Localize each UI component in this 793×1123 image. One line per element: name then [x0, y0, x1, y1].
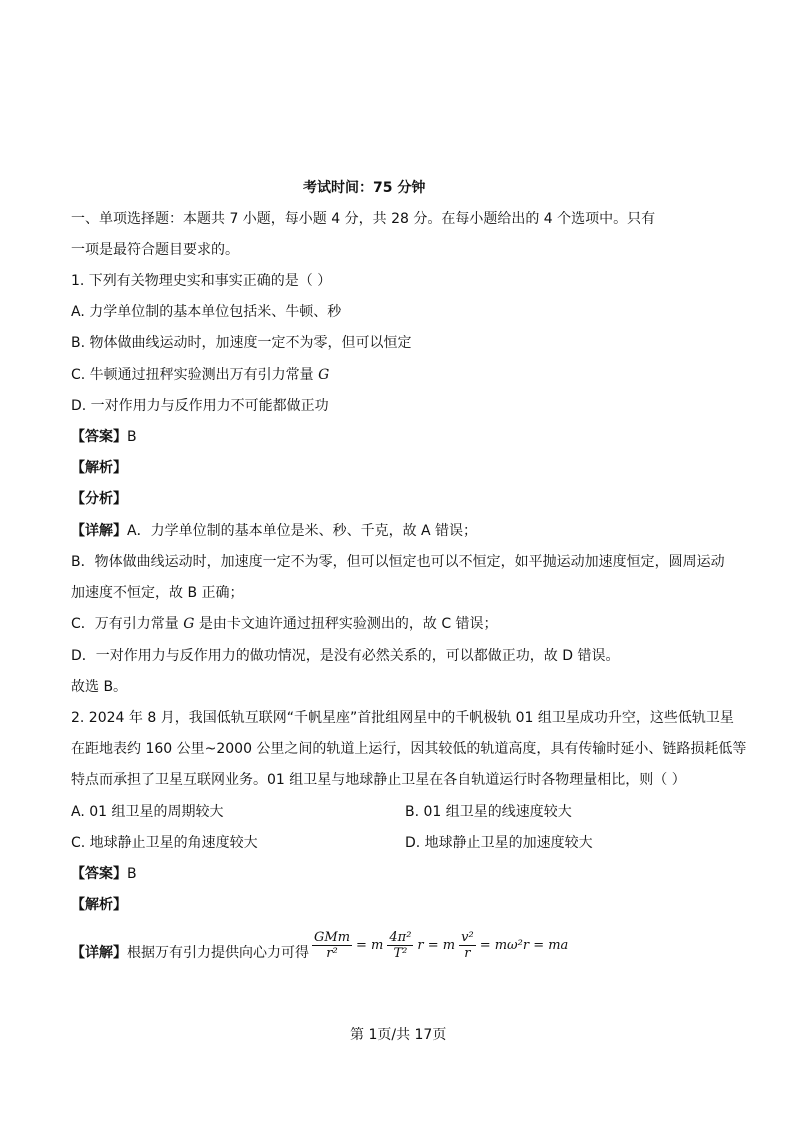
- fraction-denominator: r: [464, 946, 471, 961]
- q1-option-d: D. 一对作用力与反作用力不可能都做正功: [71, 398, 329, 414]
- q1-option-b: B. 物体做曲线运动时，加速度一定不为零，但可以恒定: [71, 335, 412, 351]
- fraction-denominator: T²: [393, 946, 408, 961]
- fraction-denominator: r²: [326, 946, 338, 961]
- q1-detail-b-line1: B．物体做曲线运动时，加速度一定不为零，但可以恒定也可以不恒定，如平抛运动加速度恒定，圆周运动: [71, 554, 725, 570]
- q2-stem-line3: 特点而承担了卫星互联网业务。01 组卫星与地球静止卫星在各自轨道运行时各物理量相比，则（ ）: [71, 772, 686, 788]
- q2-option-d: D. 地球静止卫星的加速度较大: [405, 835, 593, 851]
- q1-detail-d: D．一对作用力与反作用力的做功情况，是没有必然关系的，可以都做正功，故 D 错误。: [71, 648, 620, 664]
- exam-time: 考试时间：75 分钟: [303, 180, 426, 196]
- q1-option-a: A. 力学单位制的基本单位包括米、牛顿、秒: [71, 304, 342, 320]
- fraction-v2-r: [459, 930, 476, 961]
- section-heading-line2: 一项是最符合题目要求的。: [71, 242, 239, 258]
- q2-option-c: C. 地球静止卫星的角速度较大: [71, 835, 258, 851]
- fraction-4pi2-t2: [387, 930, 413, 961]
- fraction-numerator: 4π²: [389, 930, 412, 945]
- q1-detail-c: C．万有引力常量 G 是由卡文迪许通过扭秤实验测出的，故 C 错误；: [71, 616, 498, 632]
- formula-equals: = mω²r = ma: [479, 938, 569, 953]
- formula-equals: = m: [356, 938, 384, 953]
- section-heading-line1: 一、单项选择题：本题共 7 小题，每小题 4 分，共 28 分。在每小题给出的 4 个选项中。只有: [71, 211, 656, 227]
- q1-option-c: C. 牛顿通过扭秤实验测出万有引力常量 G: [71, 367, 330, 383]
- q2-stem-line2: 在距地表约 160 公里~2000 公里之间的轨道上运行，因其较低的轨道高度，具有传输时延小、链路损耗低等: [71, 741, 747, 757]
- q1-fenxi-tag: 【分析】: [71, 491, 127, 507]
- q1-conclusion: 故选 B。: [71, 679, 128, 695]
- page-footer: 第 1页/共 17页: [350, 1027, 447, 1043]
- q2-option-a: A. 01 组卫星的周期较大: [71, 804, 224, 820]
- q1-analysis-tag: 【解析】: [71, 460, 127, 476]
- formula-equals: r = m: [417, 938, 456, 953]
- fraction-gmm-r2: [312, 930, 352, 961]
- q2-answer: 【答案】B: [71, 866, 137, 882]
- q2-stem-line1: 2. 2024 年 8 月，我国低轨互联网“千帆星座”首批组网星中的千帆极轨 01 组卫星成功升空，这些低轨卫星: [71, 710, 734, 726]
- q1-answer: 【答案】B: [71, 429, 137, 445]
- q2-analysis-tag: 【解析】: [71, 897, 127, 913]
- q1-detail-a: 【详解】A．力学单位制的基本单位是米、秒、千克，故 A 错误；: [71, 523, 478, 539]
- q2-option-b: B. 01 组卫星的线速度较大: [405, 804, 572, 820]
- fraction-numerator: GMm: [314, 930, 351, 945]
- fraction-numerator: v²: [461, 930, 474, 945]
- q1-stem: 1. 下列有关物理史实和事实正确的是（ ）: [71, 273, 332, 289]
- centripetal-formula: [310, 930, 570, 961]
- q2-detail: 【详解】根据万有引力提供向心力可得: [71, 945, 309, 961]
- q1-detail-b-line2: 加速度不恒定，故 B 正确；: [71, 585, 244, 601]
